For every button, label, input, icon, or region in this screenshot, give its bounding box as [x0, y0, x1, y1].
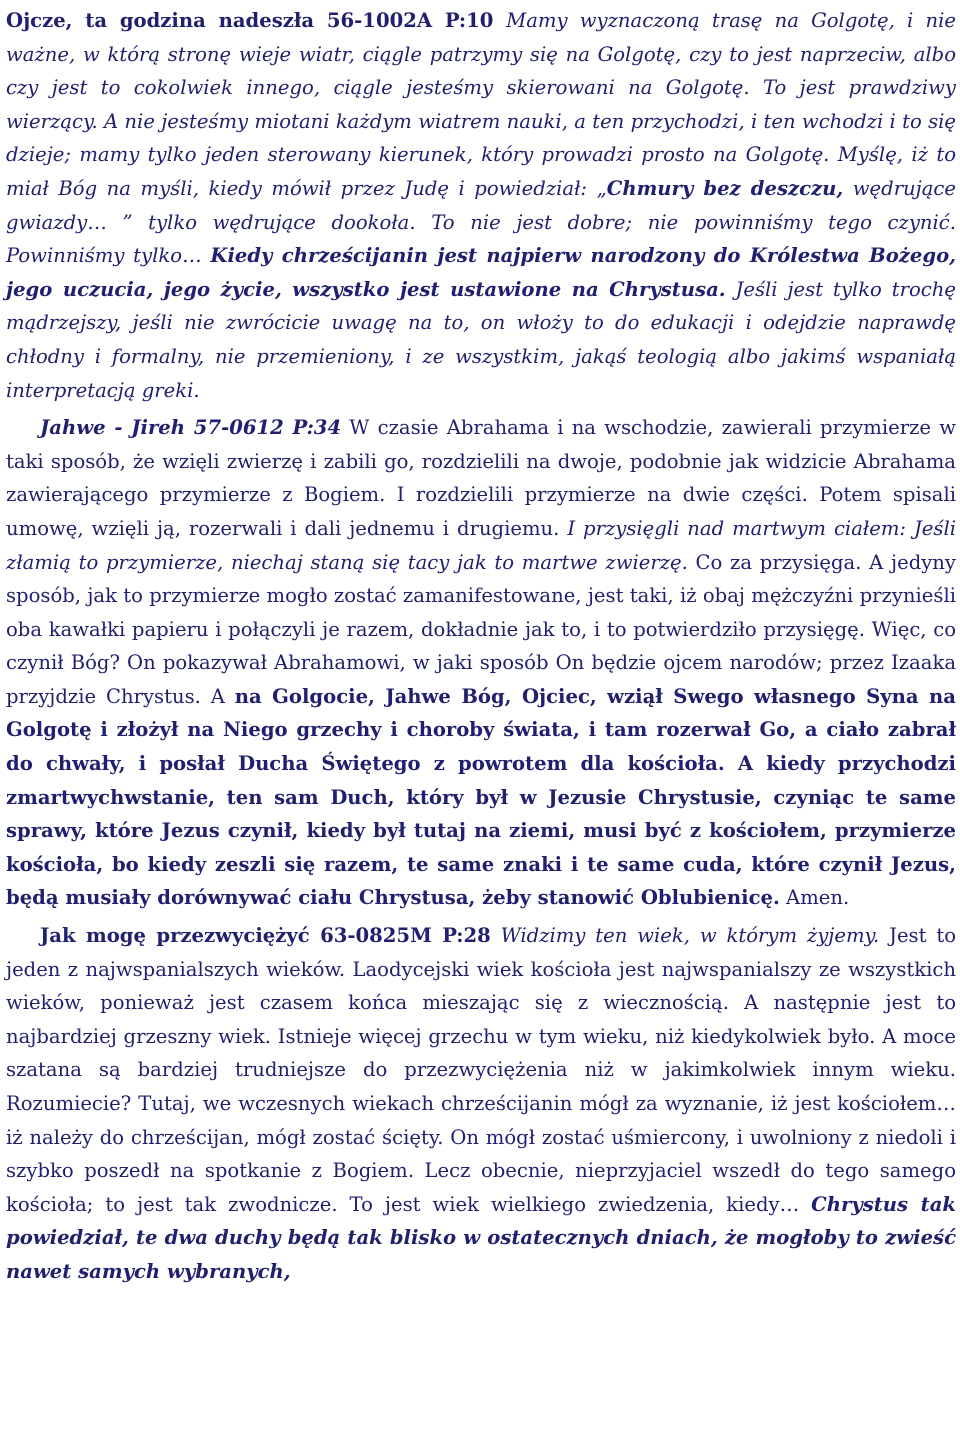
sermon-reference: Jak mogę przezwyciężyć 63-0825M P:28	[40, 924, 491, 948]
paragraph-text: Widzimy ten wiek, w którym żyjemy.	[490, 924, 880, 948]
paragraph-jahwe-jireh	[6, 411, 956, 915]
quote-emphasis: Chmury bez deszczu,	[606, 176, 844, 200]
paragraph-text: I przysięgli nad martwym ciałem: Jeśli złamią to przymierze, niechaj staną się tacy jak to martwe zwierzę.	[6, 516, 956, 574]
paragraph-text: Amen.	[779, 886, 850, 910]
paragraph-emphasis: Chrystus tak powiedział, te dwa duchy będą tak blisko w ostatecznych dniach, że mogłoby to zwieść nawet samych wybranych,	[6, 1192, 956, 1283]
paragraph-emphasis: Kiedy chrześcijanin jest najpierw narodzony do Królestwa Bożego, jego uczucia, jego życie, wszystko jest ustawione na Chrystusa.	[6, 244, 956, 301]
sermon-reference: Jahwe - Jireh 57-0612 P:34	[40, 416, 342, 440]
paragraph-ojcze-ta-godzina	[6, 4, 956, 407]
sermon-reference: Ojcze, ta godzina nadeszła 56-1002A P:10	[6, 9, 507, 32]
paragraph-text: Jeśli jest tylko trochę mądrzejszy, jeśli nie zwrócicie uwagę na to, on włoży to do edukacji i odejdzie naprawdę chłodny i formalny, nie przemieniony, i ze wszystkim, jakąś teologią albo jakimś wspaniałą interpretacją greki.	[6, 277, 956, 402]
paragraph-emphasis: na Golgocie, Jahwe Bóg, Ojciec, wziął Swego własnego Syna na Golgotę i złożył na Niego grzechy i choroby świata, i tam rozerwał Go, a ciało zabrał do chwały, i posłał Ducha Świętego z powrotem dla kościoła. A kiedy przychodzi zmartwychwstanie, ten sam Duch, który był w Jezusie Chrystusie, czyniąc te same sprawy, które Jezus czynił, kiedy był tutaj na ziemi, musi być z kościołem, przymierze kościoła, bo kiedy zeszli się razem, te same znaki i te same cuda, które czynił Jezus, będą musiały dorównywać ciału Chrystusa, żeby stanowić Oblubienicę.	[6, 684, 956, 910]
paragraph-text: W czasie Abrahama i na wschodzie, zawierali przymierze w taki sposób, że wzięli zwierzę i zabili go, rozdzielili na dwoje, podobnie jak widzicie Abrahama zawierającego przymierze z Bogiem. I rozdzielili przymierze na dwie części. Potem spisali umowę, wzięli ją, rozerwali i dali jednemu i drugiemu.	[6, 416, 956, 540]
paragraph-text: wędrujące gwiazdy… ” tylko wędrujące dookoła. To nie jest dobre; nie powinniśmy tego czynić. Powinniśmy tylko…	[6, 176, 957, 268]
paragraph-text: Co za przysięga. A jedyny sposób, jak to przymierze mogło zostać zamanifestowane, jest taki, iż obaj mężczyźni przynieśli oba kawałki papieru i połączyli je razem, dokładnie jak to, i to potwierdziło przysięgę. Więc, co czynił Bóg? On pokazywał Abrahamowi, w jaki sposób On będzie ojcem narodów; przez Izaaka przyjdzie Chrystus. A	[6, 550, 956, 708]
paragraph-jak-moge-przezwyciezyc	[6, 919, 956, 1289]
paragraph-text: Jest to jeden z najwspanialszych wieków. Laodycejski wiek kościoła jest najwspanialszy ze wszystkich wieków, ponieważ jest czasem końca mieszając się z wiecznością. A następnie jest to najbardziej grzeszny wiek. Istnieje więcej grzechu w tym wieku, niż kiedykolwiek było. A moce szatana są bardziej trudniejsze do przezwyciężenia niż w jakimkolwiek innym wieku. Rozumiecie? Tutaj, we wczesnych wiekach chrześcijanin mógł za wyznanie, iż jest kościołem… iż należy do chrześcijan, mógł zostać ścięty. On mógł zostać uśmiercony, i uwolniony z niedoli i szybko poszedł na spotkanie z Bogiem. Lecz obecnie, nieprzyjaciel wszedł do tego samego kościoła; to jest tak zwodnicze. To jest wiek wielkiego zwiedzenia, kiedy…	[6, 924, 956, 1216]
paragraph-text: Mamy wyznaczoną trasę na Golgotę, i nie ważne, w którą stronę wieje wiatr, ciągle patrzymy się na Golgotę, czy to jest naprzeciw, albo czy jest to cokolwiek innego, ciągle jesteśmy skierowani na Golgotę. To jest prawdziwy wierzący. A nie jesteśmy miotani każdym wiatrem nauki, a ten przychodzi, i ten wchodzi i to się dzieje; mamy tylko jeden sterowany kierunek, który prowadzi prosto na Golgotę. Myślę, iż to miał Bóg na myśli, kiedy mówił przez Judę i powiedział: „	[6, 9, 957, 200]
